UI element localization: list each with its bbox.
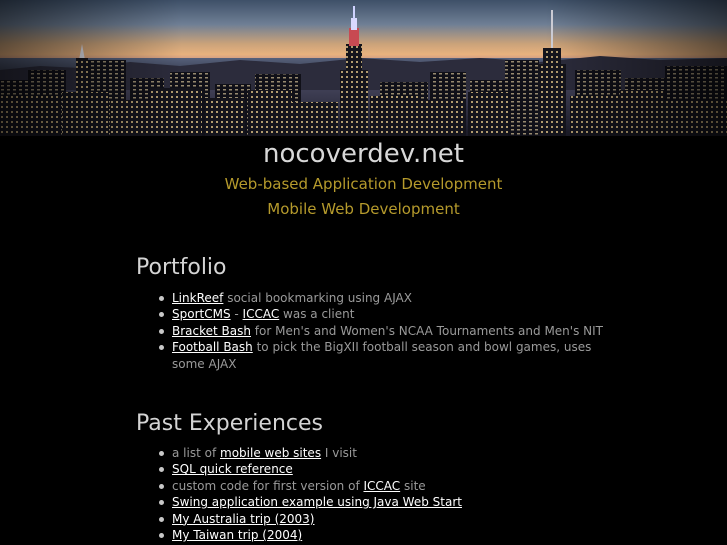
list-item [172, 494, 622, 510]
list-item [172, 290, 622, 306]
list-item-prefix: custom code for first version of [172, 478, 364, 493]
list-item-text: was a client [279, 307, 355, 322]
list-item [172, 511, 622, 527]
list-item-text: social bookmarking using AJAX [223, 291, 412, 305]
header-banner [0, 0, 727, 136]
tagline-web-development: Web-based Application Development [224, 175, 503, 193]
list-item [172, 339, 622, 372]
bracket-bash-link[interactable]: Bracket Bash [172, 323, 251, 338]
sportcms-link[interactable]: SportCMS [172, 307, 231, 322]
list-item-text: to pick the BigXII football season and bowl games, uses some AJAX [172, 340, 592, 371]
portfolio-heading: Portfolio [136, 255, 227, 280]
list-item [172, 478, 622, 494]
sql-quick-reference-link[interactable]: SQL quick reference [172, 462, 293, 477]
australia-trip-link[interactable]: My Australia trip (2003) [172, 511, 315, 526]
tagline-mobile-development: Mobile Web Development [267, 200, 460, 218]
swing-java-web-start-link[interactable]: Swing application example using Java Web Start [172, 495, 462, 510]
list-item-prefix: a list of [172, 446, 220, 460]
list-item-text: site [400, 478, 426, 493]
linkreef-link[interactable]: LinkReef [172, 291, 224, 305]
list-item-text: I visit [321, 446, 357, 460]
list-item-text: for Men's and Women's NCAA Tournaments and Men's NIT [250, 323, 603, 338]
list-item [172, 323, 622, 339]
mobile-web-sites-link[interactable]: mobile web sites [220, 446, 322, 460]
taiwan-trip-link[interactable]: My Taiwan trip (2004) [172, 528, 303, 543]
list-item [172, 527, 622, 543]
list-item-separator: - [230, 307, 243, 322]
portfolio-list [136, 290, 622, 372]
past-experiences-list [136, 445, 622, 543]
city-skyline-image [0, 0, 727, 136]
iccac-link[interactable]: ICCAC [242, 307, 280, 322]
list-item [172, 445, 622, 461]
past-experiences-heading: Past Experiences [136, 411, 323, 436]
football-bash-link[interactable]: Football Bash [172, 340, 253, 355]
list-item [172, 461, 622, 477]
iccac-site-link[interactable]: ICCAC [363, 478, 401, 493]
site-title: nocoverdev.net [262, 139, 464, 169]
list-item [172, 306, 622, 322]
